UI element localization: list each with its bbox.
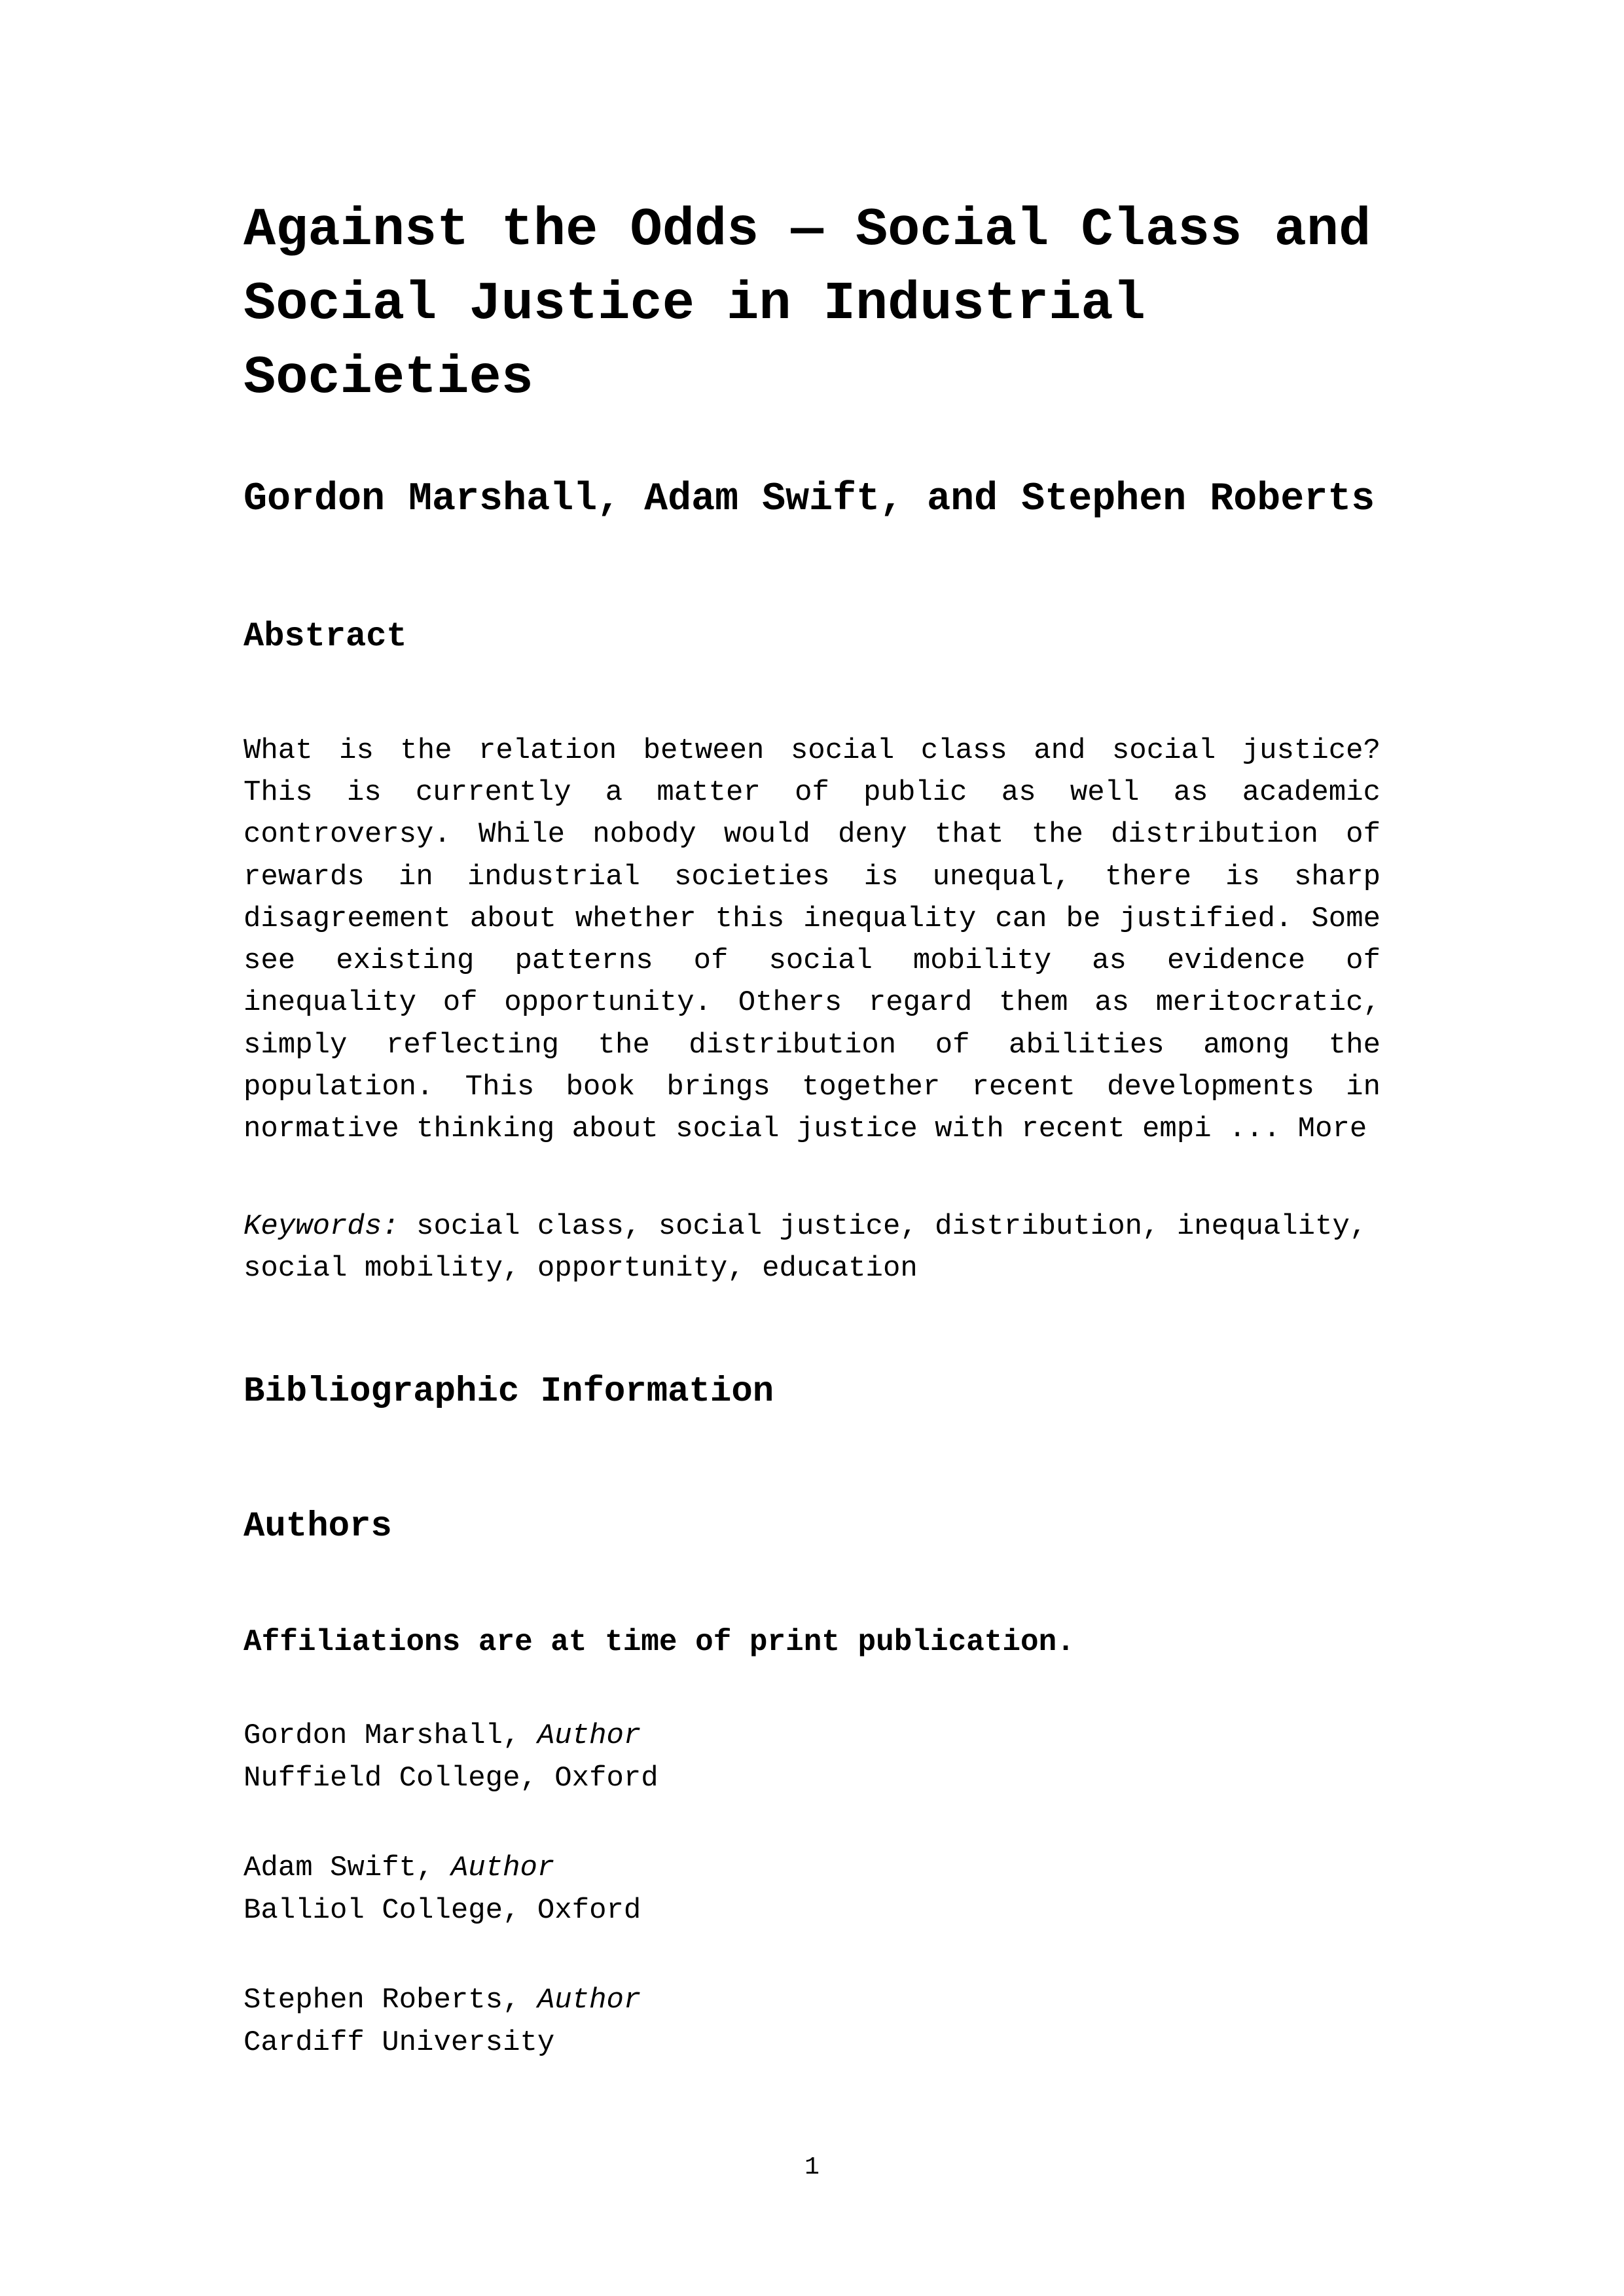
keywords-label: Keywords: <box>244 1210 399 1244</box>
author-name-line <box>244 1847 1380 1890</box>
author-entry <box>244 1847 1380 1932</box>
author-role: Author <box>450 1851 555 1884</box>
more-link[interactable]: More <box>1297 1112 1367 1145</box>
author-affiliation: Cardiff University <box>244 2026 555 2060</box>
affiliations-note: Affiliations are at time of print publication. <box>244 1624 1075 1659</box>
keywords-paragraph <box>244 1206 1380 1289</box>
author-entry <box>244 1715 1380 1800</box>
page-number: 1 <box>804 2153 820 2181</box>
bibliographic-information-heading: Bibliographic Information <box>244 1371 774 1412</box>
abstract-text: What is the relation between social class and social justice? This is currently a matter of public as well as academic controversy. While nobody would deny that the distribution of rewards in industrial societies is unequal, there is sharp disagreement about whether this inequality can be justified. Some see existing patterns of social mobility as evidence of inequality of opportunity. Others regard them as meritocratic, simply reflecting the distribution of abilities among the population. This book brings together recent developments in normative thinking about social justice with recent empi ... <box>244 734 1380 1145</box>
author-entry <box>244 1979 1380 2064</box>
document-title: Against the Odds — Social Class and Social Justice in Industrial Societies <box>244 200 1371 409</box>
abstract-paragraph <box>244 730 1380 1150</box>
author-name: Stephen Roberts, <box>244 1984 520 2017</box>
author-name-line <box>244 1979 1380 2022</box>
keywords-text: social class, social justice, distribution, inequality, social mobility, opportunity, education <box>244 1210 1367 1285</box>
authors-byline: Gordon Marshall, Adam Swift, and Stephen Roberts <box>244 477 1375 522</box>
author-affiliation: Balliol College, Oxford <box>244 1894 641 1927</box>
abstract-heading: Abstract <box>244 617 407 656</box>
author-name: Adam Swift, <box>244 1851 434 1884</box>
author-name: Gordon Marshall, <box>244 1719 520 1752</box>
authors-heading: Authors <box>244 1506 392 1547</box>
author-affiliation: Nuffield College, Oxford <box>244 1761 659 1795</box>
author-role: Author <box>537 1984 641 2017</box>
author-role: Author <box>537 1719 641 1752</box>
author-name-line <box>244 1715 1380 1757</box>
